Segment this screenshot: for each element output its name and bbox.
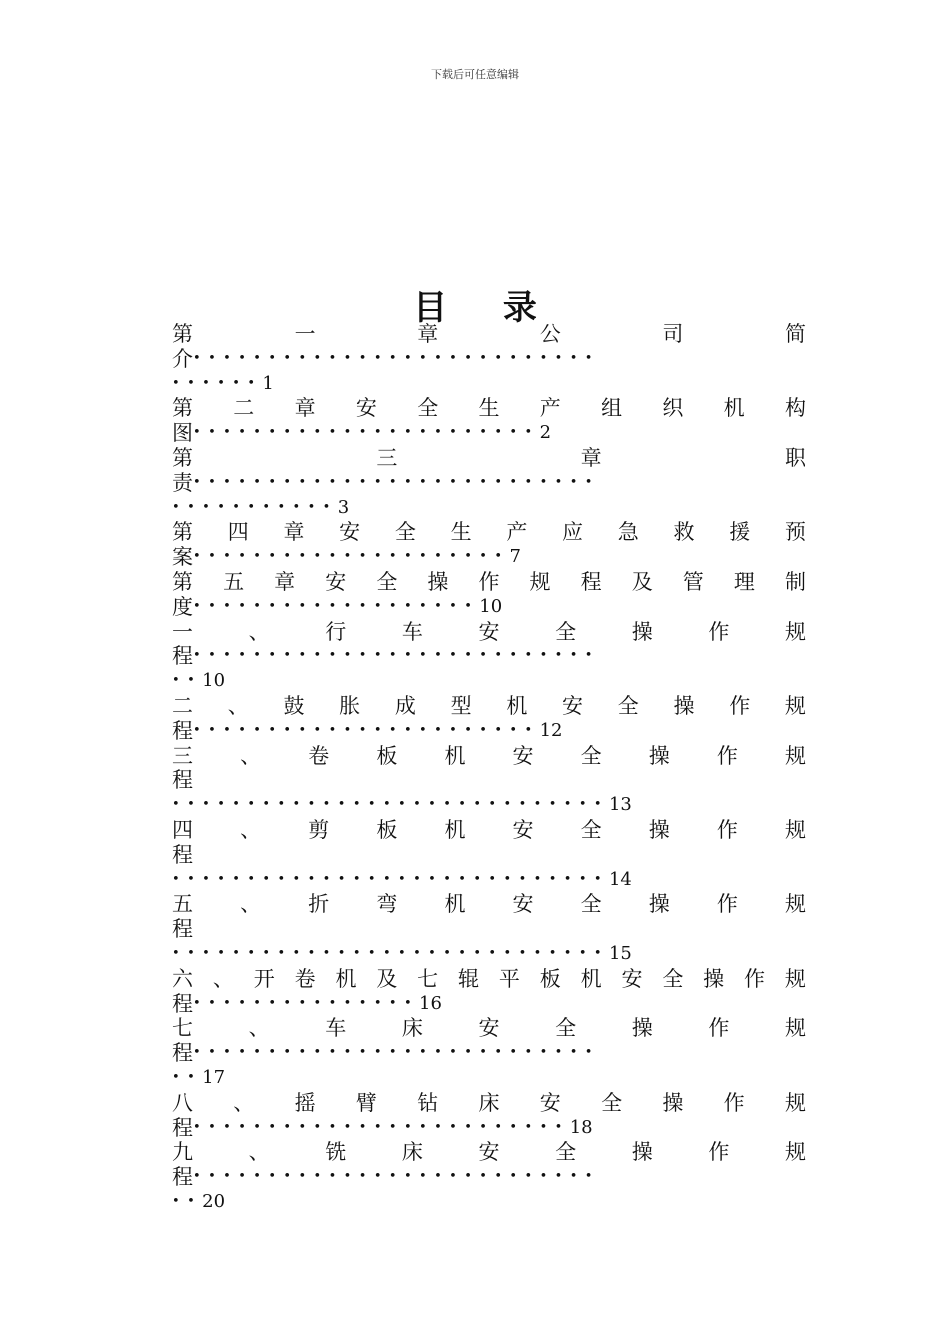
toc-heading-char: 作 (716, 817, 738, 842)
toc-entry-6-line1[interactable] (172, 620, 806, 645)
toc-heading-char: 产 (506, 520, 528, 545)
toc-leader-dots: •• (172, 1193, 203, 1209)
toc-heading-char: 二 (172, 693, 193, 718)
toc-heading-char: 机 (444, 743, 466, 768)
toc-heading-char: 五 (172, 892, 193, 917)
toc-heading-char: 急 (617, 520, 639, 545)
toc-entry-9-line1[interactable] (172, 818, 806, 843)
toc-heading-char: 章 (417, 322, 439, 346)
toc-heading-char: 安 (512, 743, 534, 768)
toc-heading-char: 、 (212, 966, 234, 991)
toc-entry-8-line2[interactable] (172, 768, 806, 793)
toc-entry-2-lead: 图 (172, 421, 193, 446)
toc-heading-char: 章 (274, 569, 296, 594)
toc-heading-char: 规 (784, 1090, 806, 1115)
toc-heading-char: 操 (648, 892, 670, 917)
toc-entry-3-line1[interactable] (172, 446, 806, 471)
toc-leader-dots: ••••••••••••••• (193, 995, 420, 1011)
toc-heading-char: 理 (733, 569, 755, 594)
toc-heading-char: 作 (708, 1016, 730, 1041)
toc-leader-dots: •• (172, 673, 203, 689)
toc-heading-char: 臂 (355, 1090, 377, 1115)
toc-page-number: 1 (262, 372, 274, 394)
toc-entry-7-line2[interactable] (172, 719, 806, 744)
toc-leader-dots: ••••••••••••••••••••••• (193, 425, 540, 441)
toc-heading-char: 成 (394, 693, 416, 718)
toc-heading-char: 行 (325, 619, 347, 644)
toc-entry-6-line3[interactable] (172, 669, 806, 694)
toc-entry-2-line1[interactable] (172, 396, 806, 421)
toc-heading-char: 司 (662, 322, 684, 346)
toc-heading-char: 床 (401, 1016, 423, 1041)
toc-heading-char: 板 (376, 817, 398, 842)
toc-heading-char: 、 (248, 1016, 270, 1041)
toc-leader-dots: ••••••••••••••••••••••• (193, 722, 540, 738)
toc-heading-char: 全 (580, 817, 602, 842)
toc-entry-3-line2[interactable] (172, 471, 806, 496)
toc-heading-char: 操 (648, 817, 670, 842)
toc-heading-char: 生 (478, 396, 500, 421)
toc-heading-char: 救 (673, 520, 695, 545)
toc-entry-10-line1[interactable] (172, 892, 806, 917)
toc-entry-4-line1[interactable] (172, 520, 806, 545)
toc-page-number: 3 (337, 496, 350, 518)
toc-heading-char: 全 (394, 520, 416, 545)
toc-heading-char: 作 (716, 892, 738, 917)
toc-leader-dots: ••••••••••••••••••••••••••••• (172, 797, 609, 813)
toc-heading-char: 床 (401, 1140, 423, 1165)
toc-heading-char: 章 (283, 520, 305, 545)
toc-heading-char: 安 (478, 619, 500, 644)
toc-heading-char: 援 (729, 520, 751, 545)
toc-heading-char: 机 (444, 817, 466, 842)
toc-heading-char: 操 (427, 569, 449, 594)
toc-heading-char: 机 (335, 966, 357, 991)
toc-page-number: 17 (202, 1066, 226, 1088)
toc-heading-char: 操 (631, 1016, 653, 1041)
toc-heading-char: 机 (506, 693, 528, 718)
toc-entry-14-lead: 程 (172, 1165, 193, 1190)
toc-heading-char: 剪 (308, 817, 330, 842)
toc-heading-char: 组 (601, 396, 623, 421)
toc-entry-6-lead: 程 (172, 644, 193, 669)
toc-heading-char: 卷 (308, 743, 330, 768)
toc-heading-char: 车 (401, 619, 423, 644)
toc-heading-char: 全 (555, 1140, 577, 1165)
toc-heading-char: 作 (723, 1090, 745, 1115)
toc-heading-char: 第 (172, 520, 193, 545)
toc-heading-char: 开 (253, 966, 275, 991)
toc-entry-1-line3[interactable] (172, 372, 806, 397)
toc-heading-char: 机 (723, 396, 745, 421)
toc-page-number: 18 (569, 1116, 593, 1138)
toc-page-number: 16 (419, 992, 442, 1014)
toc-heading-char: 全 (601, 1090, 623, 1115)
toc-heading-char: 、 (240, 892, 262, 917)
toc-leader-dots: ••••••••••••••••••••••••••••• (172, 945, 609, 961)
toc-page-number: 12 (539, 719, 563, 741)
toc-heading-char: 铣 (325, 1140, 347, 1165)
toc-entry-5-lead: 度 (172, 594, 193, 619)
toc-heading-char: 安 (339, 520, 361, 545)
toc-heading-char: 八 (172, 1090, 193, 1115)
toc-heading-char: 规 (784, 817, 806, 842)
toc-heading-char: 弯 (376, 892, 398, 917)
toc-heading-char: 七 (417, 966, 439, 991)
toc-heading-char: 操 (673, 693, 695, 718)
toc-leader-dots: •• (172, 1069, 203, 1085)
toc-entry-11-lead: 程 (172, 991, 193, 1016)
toc-heading-char: 、 (248, 1140, 270, 1165)
toc-entry-10-lead: 程 (172, 917, 193, 942)
toc-entry-12-line1[interactable] (172, 1016, 806, 1041)
toc-entry-1-lead: 介 (172, 346, 193, 371)
toc-heading-char: 辊 (458, 966, 480, 991)
toc-entry-9-lead: 程 (172, 842, 193, 867)
toc-entry-12-line2[interactable] (172, 1041, 806, 1066)
toc-heading-char: 、 (248, 619, 270, 644)
toc-entry-14-line3[interactable] (172, 1190, 806, 1215)
toc-entry-4-lead: 案 (172, 545, 193, 570)
toc-heading-char: 车 (325, 1016, 347, 1041)
toc-heading-char: 第 (172, 322, 193, 346)
toc-leader-dots: •••••• (172, 375, 263, 391)
toc-heading-char: 全 (580, 743, 602, 768)
toc-leader-dots: ••••••••••••••••••••••••••• (193, 474, 600, 490)
toc-heading-char: 一 (294, 322, 316, 346)
toc-page-number: 10 (202, 670, 226, 692)
toc-heading-char: 章 (294, 396, 316, 421)
toc-heading-char: 全 (662, 966, 684, 991)
toc-heading-char: 安 (621, 966, 643, 991)
toc-entry-8-line1[interactable] (172, 744, 806, 769)
toc-heading-char: 规 (784, 892, 806, 917)
toc-heading-char: 及 (376, 966, 398, 991)
toc-page-number: 10 (479, 595, 503, 617)
toc-heading-char: 摇 (294, 1090, 316, 1115)
toc-heading-char: 操 (648, 743, 670, 768)
toc-heading-char: 第 (172, 396, 193, 421)
toc-entry-3-line3[interactable] (172, 496, 806, 521)
toc-entry-13-line2[interactable] (172, 1116, 806, 1141)
toc-heading-char: 、 (233, 1090, 255, 1115)
toc-leader-dots: ••••••••••• (172, 499, 338, 515)
toc-heading-char: 第 (172, 569, 193, 594)
toc-heading-char: 机 (444, 892, 466, 917)
toc-heading-char: 、 (240, 743, 262, 768)
toc-entry-10-line3[interactable] (172, 942, 806, 967)
toc-heading-char: 六 (172, 966, 193, 991)
toc-heading-char: 管 (682, 569, 704, 594)
toc-leader-dots: ••••••••••••••••••••••••• (193, 1119, 570, 1135)
toc-heading-char: 作 (478, 569, 500, 594)
toc-heading-char: 应 (562, 520, 584, 545)
toc-heading-char: 规 (785, 1016, 806, 1041)
toc-heading-char: 一 (172, 619, 193, 644)
toc-entry-10-line2[interactable] (172, 917, 806, 942)
toc-entry-5-line2[interactable] (172, 595, 806, 620)
toc-heading-char: 卷 (294, 966, 316, 991)
toc-heading-char: 及 (631, 569, 653, 594)
toc-heading-char: 四 (227, 520, 249, 545)
toc-heading-char: 生 (450, 520, 472, 545)
toc-heading-char: 作 (744, 966, 766, 991)
toc-heading-char: 三 (376, 445, 398, 470)
toc-leader-dots: ••••••••••••••••••••••••••• (193, 1169, 600, 1185)
toc-heading-char: 全 (617, 693, 639, 718)
toc-heading-char: 四 (172, 817, 193, 842)
toc-entry-4-line2[interactable] (172, 545, 806, 570)
toc-entry-11-line2[interactable] (172, 992, 806, 1017)
toc-heading-char: 制 (784, 569, 806, 594)
toc-entry-13-lead: 程 (172, 1115, 193, 1140)
toc-heading-char: 规 (785, 1140, 806, 1165)
toc-heading-char: 预 (784, 520, 806, 545)
toc-entry-11-line1[interactable] (172, 967, 806, 992)
page-title: 目 录 (413, 288, 559, 328)
toc-page-number: 15 (608, 942, 632, 964)
toc-entry-6-line2[interactable] (172, 644, 806, 669)
toc-heading-char: 作 (716, 743, 738, 768)
toc-entry-1-line1[interactable] (172, 322, 806, 347)
toc-entry-7-line1[interactable] (172, 694, 806, 719)
toc-heading-char: 板 (539, 966, 561, 991)
toc-heading-char: 安 (539, 1090, 561, 1115)
toc-heading-char: 操 (631, 619, 653, 644)
toc-heading-char: 操 (662, 1090, 684, 1115)
toc-heading-char: 三 (172, 743, 193, 768)
toc-heading-char: 产 (539, 396, 561, 421)
toc-heading-char: 第 (172, 445, 193, 470)
toc-heading-char: 织 (662, 396, 684, 421)
toc-heading-char: 构 (784, 396, 806, 421)
toc-heading-char: 作 (729, 693, 751, 718)
toc-heading-char: 操 (631, 1140, 653, 1165)
toc-entry-13-line1[interactable] (172, 1091, 806, 1116)
toc-heading-char: 板 (376, 743, 398, 768)
toc-heading-char: 规 (784, 693, 806, 718)
toc-entry-14-line1[interactable] (172, 1140, 806, 1165)
toc-heading-char: 二 (233, 396, 255, 421)
toc-heading-char: 全 (555, 1016, 577, 1041)
toc-page-number: 13 (608, 794, 632, 816)
toc-entry-14-line2[interactable] (172, 1165, 806, 1190)
toc-leader-dots: ••••••••••••••••••••••••••• (193, 1045, 600, 1061)
toc-heading-char: 床 (478, 1090, 500, 1115)
toc-page-number: 7 (509, 546, 521, 568)
toc-heading-char: 规 (784, 743, 806, 768)
toc-heading-char: 折 (308, 892, 330, 917)
toc-entry-8-lead: 程 (172, 768, 193, 793)
toc-heading-char: 安 (478, 1016, 500, 1041)
toc-heading-char: 全 (555, 619, 577, 644)
toc-entry-2-line2[interactable] (172, 421, 806, 446)
toc-page-number: 14 (608, 868, 632, 890)
toc-heading-char: 全 (417, 396, 439, 421)
toc-heading-char: 安 (512, 817, 534, 842)
toc-heading-char: 简 (784, 322, 806, 346)
toc-heading-char: 安 (512, 892, 534, 917)
toc-heading-char: 七 (172, 1016, 193, 1041)
toc-leader-dots: ••••••••••••••••••••••••••• (193, 350, 600, 366)
toc-heading-char: 安 (355, 396, 377, 421)
toc-heading-char: 职 (784, 445, 806, 470)
toc-heading-char: 章 (580, 445, 602, 470)
toc-heading-char: 规 (784, 966, 806, 991)
toc-heading-char: 规 (529, 569, 551, 594)
toc-page-number: 2 (539, 422, 552, 444)
toc-entry-1-line2[interactable] (172, 347, 806, 372)
toc-leader-dots: ••••••••••••••••••••• (193, 549, 510, 565)
table-of-contents (172, 322, 806, 1215)
toc-heading-char: 公 (539, 322, 561, 346)
toc-entry-12-lead: 程 (172, 1041, 193, 1066)
toc-heading-char: 规 (785, 619, 806, 644)
toc-entry-8-line3[interactable] (172, 793, 806, 818)
toc-heading-char: 安 (325, 569, 347, 594)
toc-heading-char: 全 (580, 892, 602, 917)
toc-leader-dots: ••••••••••••••••••• (193, 598, 480, 614)
toc-heading-char: 安 (478, 1140, 500, 1165)
toc-heading-char: 、 (227, 693, 249, 718)
toc-heading-char: 作 (708, 1140, 730, 1165)
toc-heading-char: 胀 (339, 693, 361, 718)
toc-leader-dots: ••••••••••••••••••••••••••••• (172, 871, 609, 887)
toc-page-number: 20 (202, 1190, 226, 1212)
toc-heading-char: 操 (703, 966, 725, 991)
toc-heading-char: 、 (240, 817, 262, 842)
toc-heading-char: 九 (172, 1140, 193, 1165)
toc-heading-char: 鼓 (283, 693, 305, 718)
toc-heading-char: 型 (450, 693, 472, 718)
toc-entry-5-line1[interactable] (172, 570, 806, 595)
header-note: 下载后可任意编辑 (431, 68, 519, 81)
toc-entry-7-lead: 程 (172, 718, 193, 743)
toc-heading-char: 全 (376, 569, 398, 594)
toc-heading-char: 五 (223, 569, 245, 594)
toc-heading-char: 钻 (417, 1090, 439, 1115)
toc-heading-char: 程 (580, 569, 602, 594)
toc-heading-char: 安 (562, 693, 584, 718)
toc-leader-dots: ••••••••••••••••••••••••••• (193, 648, 600, 664)
toc-entry-3-lead: 责 (172, 470, 193, 495)
toc-heading-char: 平 (498, 966, 520, 991)
toc-entry-12-line3[interactable] (172, 1066, 806, 1091)
toc-entry-9-line3[interactable] (172, 868, 806, 893)
toc-heading-char: 机 (580, 966, 602, 991)
toc-entry-9-line2[interactable] (172, 843, 806, 868)
toc-heading-char: 作 (708, 619, 730, 644)
